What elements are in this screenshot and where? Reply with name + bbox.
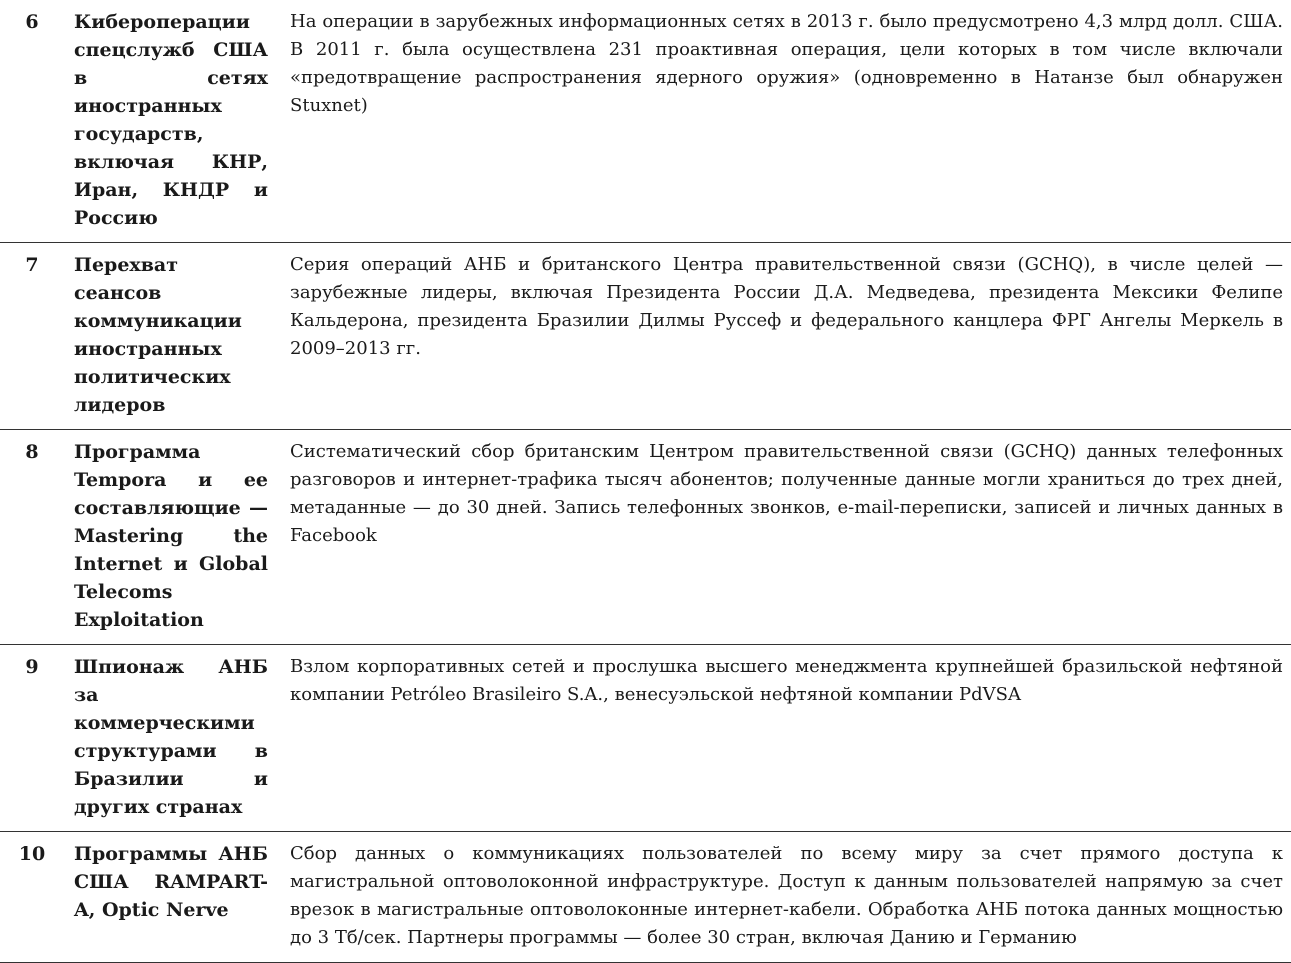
row-number: 7 <box>0 243 64 430</box>
table-row <box>0 645 1291 832</box>
row-number: 10 <box>0 832 64 963</box>
row-number: 9 <box>0 645 64 832</box>
operation-description: На операции в зарубежных информационных сетях в 2013 г. было предусмотрено 4,3 млрд долл. США. В 2011 г. была осуществлена 231 проактивная операция, цели которых в том числе включали «предотвращение распространения ядерного оружия» (одновременно в Натанзе был обнаружен Stuxnet) <box>282 0 1291 243</box>
operation-title: Перехват сеансов коммуникации иностранных политических лидеров <box>64 243 282 430</box>
operation-title: Программы АНБ США RAMPART-A, Optic Nerve <box>64 832 282 963</box>
table-row <box>0 430 1291 645</box>
table-row <box>0 832 1291 963</box>
operation-description: Взлом корпоративных сетей и прослушка высшего менеджмента крупнейшей бразильской нефтяной компании Petróleo Brasileiro S.A., венесуэльской нефтяной компании PdVSA <box>282 645 1291 832</box>
operation-title: Кибероперации спецслужб США в сетях иностранных государств, включая КНР, Иран, КНДР и Россию <box>64 0 282 243</box>
operation-description: Систематический сбор британским Центром правительственной связи (GCHQ) данных телефонных разговоров и интернет-трафика тысяч абонентов; полученные данные могли храниться до трех дней, метаданные — до 30 дней. Запись телефонных звонков, e-mail-переписки, записей и личных данных в Facebook <box>282 430 1291 645</box>
operation-title: Программа Tempora и ее составляющие — Mastering the Internet и Global Telecoms Exploitation <box>64 430 282 645</box>
table-row <box>0 243 1291 430</box>
operation-description: Серия операций АНБ и британского Центра правительственной связи (GCHQ), в числе целей — зарубежные лидеры, включая Президента России Д.А. Медведева, президента Мексики Фелипе Кальдерона, президента Бразилии Дилмы Руссеф и федерального канцлера ФРГ Ангелы Меркель в 2009–2013 гг. <box>282 243 1291 430</box>
table-row <box>0 0 1291 243</box>
operation-description: Сбор данных о коммуникациях пользователей по всему миру за счет прямого доступа к магистральной оптоволоконной инфраструктуре. Доступ к данным пользователей напрямую за счет врезок в магистральные оптоволоконные интернет-кабели. Обработка АНБ потока данных мощностью до 3 Тб/сек. Партнеры программы — более 30 стран, включая Данию и Германию <box>282 832 1291 963</box>
row-number: 8 <box>0 430 64 645</box>
operation-title: Шпионаж АНБ за коммерческими структурами в Бразилии и других странах <box>64 645 282 832</box>
row-number: 6 <box>0 0 64 243</box>
